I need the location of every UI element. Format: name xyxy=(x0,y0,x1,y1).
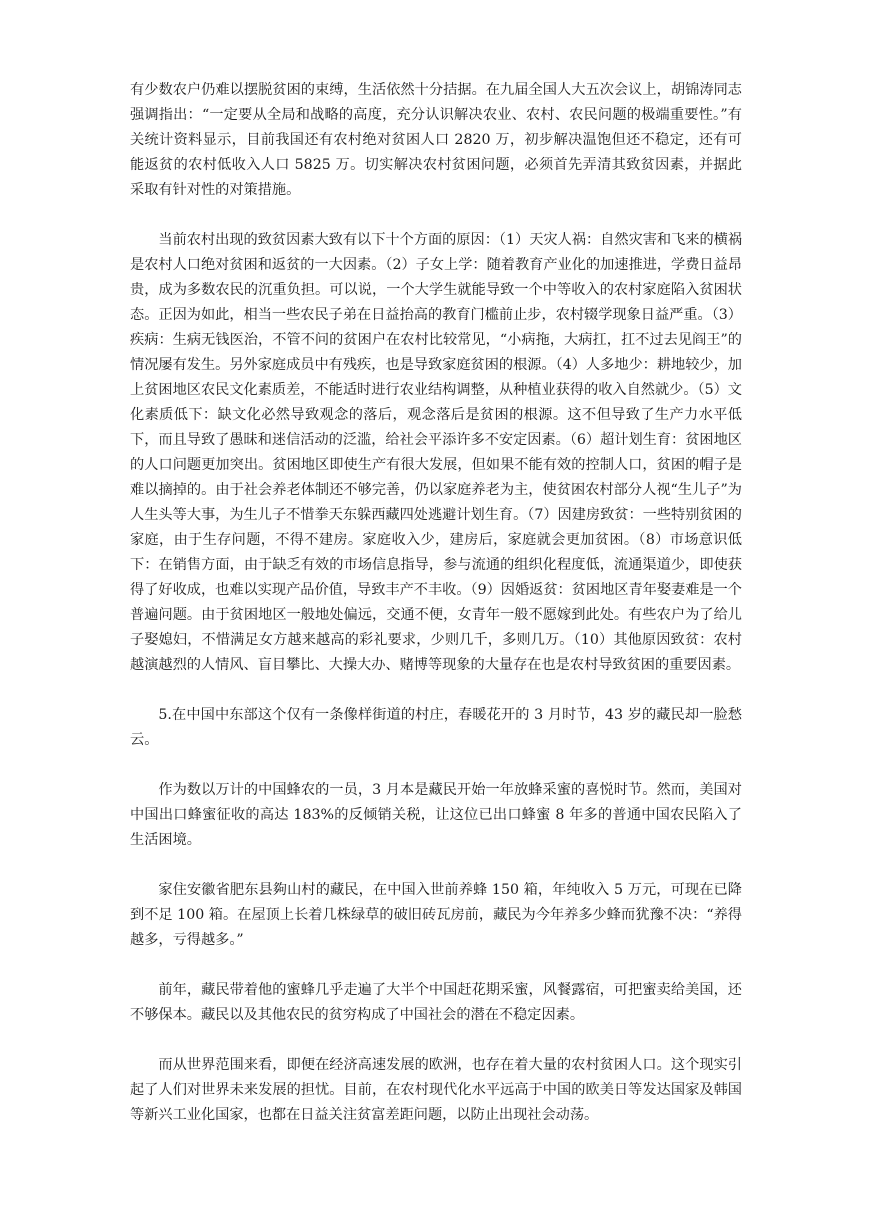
paragraph-3: 5.在中国中东部这个仅有一条像样街道的村庄，春暖花开的 3 月时节，43 岁的藏民却一脸愁云。 xyxy=(130,707,742,748)
paragraph-5: 家住安徽省肥东县夠山村的藏民，在中国入世前养蜂 150 箱，年纯收入 5 万元，可现在已降到不足 100 箱。在屋顶上长着几株绿草的破旧砖瓦房前，藏民为今年养多少蜂而犹豫不决：“养得越多，亏得越多。” xyxy=(130,882,742,948)
paragraph-1: 有少数农户仍难以摆脱贫困的束缚，生活依然十分拮据。在九届全国人大五次会议上，胡锦涛同志强调指出：“一定要从全局和战略的高度，充分认识解决农业、农村、农民问题的极端重要性。”有关统计资料显示，目前我国还有农村绝对贫困人口 2820 万，初步解决温饱但还不稳定，还有可能返贫的农村低收入人口 5825 万。切实解决农村贫困问题，必须首先弄清其致贫因素，并据此采取有针对性的对策措施。 xyxy=(130,82,742,198)
paragraph-6: 前年，藏民带着他的蜜蜂几乎走遍了大半个中国赶花期采蜜，风餐露宿，可把蜜卖给美国，还不够保本。藏民以及其他农民的贫穷构成了中国社会的潜在不稳定因素。 xyxy=(130,982,742,1023)
paragraph-4: 作为数以万计的中国蜂农的一员，3 月本是藏民开始一年放蜂采蜜的喜悦时节。然而，美国对中国出口蜂蜜征收的高达 183%的反倾销关税，让这位已出口蜂蜜 8 年多的普通中国农民陷入了生活困境。 xyxy=(130,782,742,848)
paragraph-2: 当前农村出现的致贫因素大致有以下十个方面的原因：（1）天灾人祸：自然灾害和飞来的横祸是农村人口绝对贫困和返贫的一大因素。（2）子女上学：随着教育产业化的加速推进，学费日益昂贵，成为多数农民的沉重负担。可以说，一个大学生就能导致一个中等收入的农村家庭陷入贫困状态。正因为如此，相当一些农民子弟在日益抬高的教育门槛前止步，农村辍学现象日益严重。（3）疾病：生病无钱医治，不管不问的贫困户在农村比较常见，“小病拖，大病扛，扛不过去见阎王”的情况屡有发生。另外家庭成员中有残疾，也是导致家庭贫困的根源。（4）人多地少：耕地较少，加上贫困地区农民文化素质差，不能适时进行农业结构调整，从种植业获得的收入自然就少。（5）文化素质低下：缺文化必然导致观念的落后，观念落后是贫困的根源。这不但导致了生产力水平低下，而且导致了愚昧和迷信活动的泛滥，给社会平添许多不安定因素。（6）超计划生育：贫困地区的人口问题更加突出。贫困地区即使生产有很大发展，但如果不能有效的控制人口，贫困的帽子是难以摘掉的。由于社会养老体制还不够完善，仍以家庭养老为主，使贫困农村部分人视“生儿子”为人生头等大事，为生儿子不惜拳天东躲西藏四处逃避计划生育。（7）因建房致贫：一些特别贫困的家庭，由于生存问题，不得不建房。家庭收入少，建房后，家庭就会更加贫困。（8）市场意识低下：在销售方面，由于缺乏有效的市场信息指导，参与流通的组织化程度低，流通渠道少，即使获得了好收成，也难以实现产品价值，导致丰产不丰收。（9）因婚返贫：贫困地区青年娶妻难是一个普遍问题。由于贫困地区一般地处偏远，交通不便，女青年一般不愿嫁到此处。有些农户为了给儿子娶媳妇，不惜满足女方越来越高的彩礼要求，少则几千，多则几万。（10）其他原因致贫：农村越演越烈的人情风、盲目攀比、大操大办、赌博等现象的大量存在也是农村导致贫困的重要因素。 xyxy=(130,232,743,673)
paragraph-7: 而从世界范围来看，即便在经济高速发展的欧洲，也存在着大量的农村贫困人口。这个现实引起了人们对世界未来发展的担忧。目前，在农村现代化水平远高于中国的欧美日等发达国家及韩国等新兴工业化国家，也都在日益关注贫富差距问题，以防止出现社会动荡。 xyxy=(130,1057,742,1123)
document-page xyxy=(130,78,742,1153)
